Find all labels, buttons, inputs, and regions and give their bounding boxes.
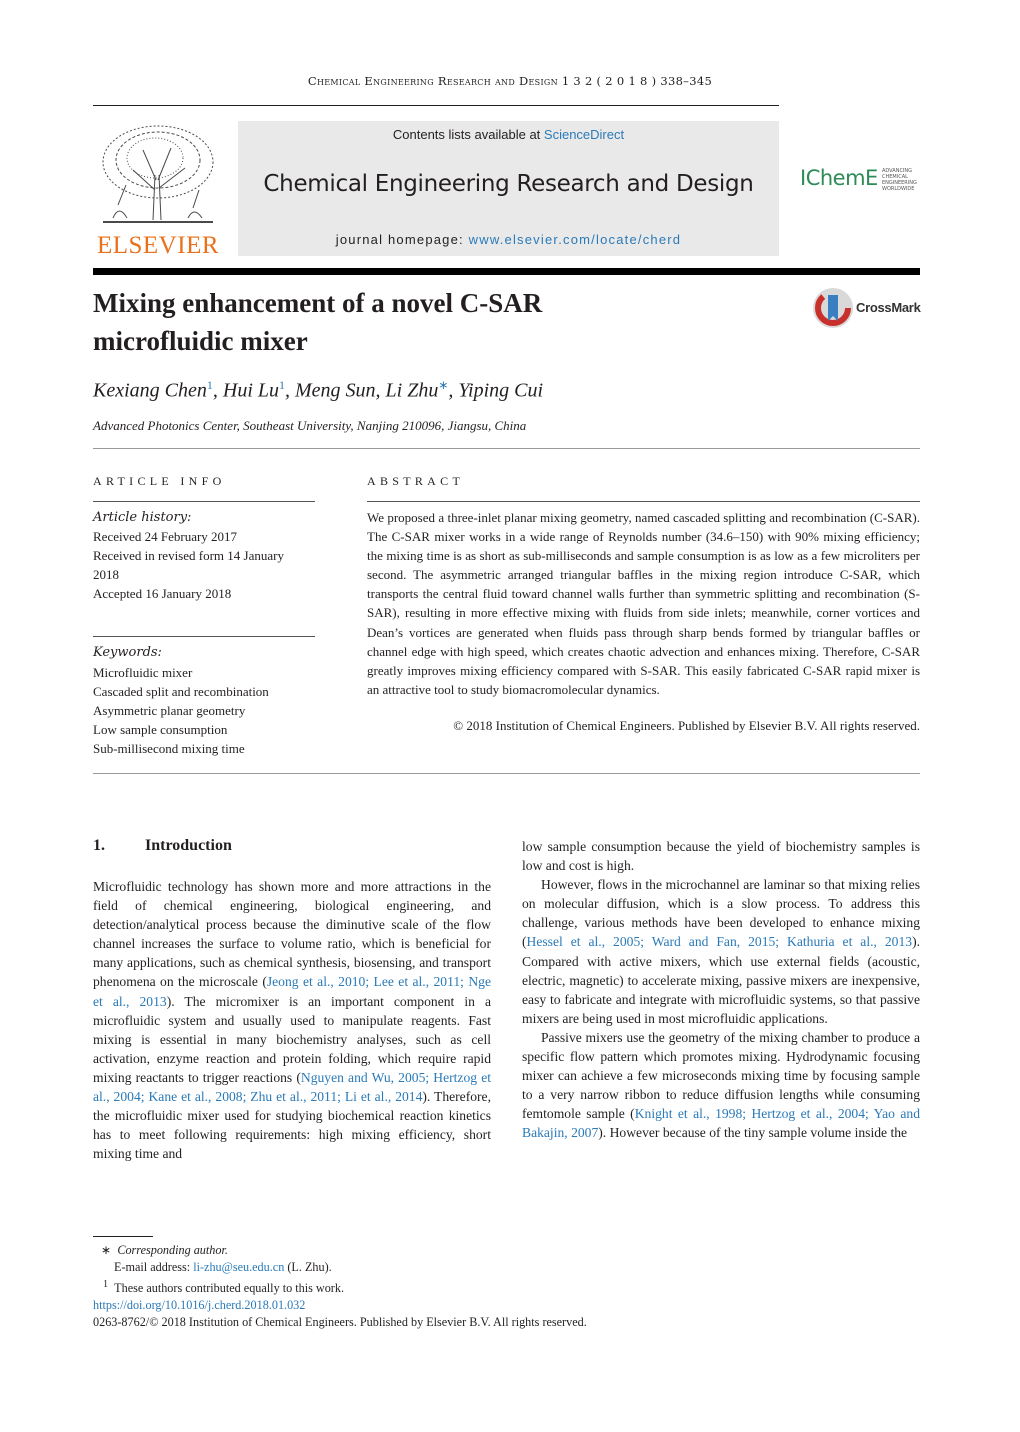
paragraph	[522, 1028, 920, 1143]
history-item: 2018	[93, 567, 119, 582]
running-header: Chemical Engineering Research and Design 1 3 2 ( 2 0 1 8 ) 338–345	[307, 74, 713, 88]
affiliation: Advanced Photonics Center, Southeast University, Nanjing 210096, Jiangsu, China	[93, 418, 527, 433]
section-title: Introduction	[145, 837, 232, 854]
email-link[interactable]: li-zhu@seu.edu.cn	[193, 1260, 285, 1274]
history-heading: Article history:	[93, 510, 192, 525]
elsevier-logo[interactable]	[93, 120, 223, 258]
author-separator: ,	[285, 379, 295, 402]
text-run: Microfluidic technology has shown more and more attractions in the field of chemical engineering, biological engineering, and detection/analytical process because the diminutive scale of the flow channel increases the surface to volume ratio, which is beneficial for many applications, such as chemical synthesis, biosensing, and transport phenomena on the microscale (	[93, 879, 491, 990]
keywords-heading: Keywords:	[93, 645, 162, 660]
elsevier-wordmark: ELSEVIER	[96, 232, 220, 259]
article-info-label: ARTICLE INFO	[93, 474, 226, 488]
author-separator: ,	[448, 379, 459, 402]
tagline-line: WORLDWIDE	[882, 186, 915, 192]
homepage-link[interactable]: www.elsevier.com/locate/cherd	[468, 232, 682, 247]
abstract-text: We proposed a three-inlet planar mixing geometry, named cascaded splitting and recombination (C-SAR). The C-SAR mixer works in a wide range of Reynolds number (34.6–150) with 90% mixing efficiency; the mixing time is as short as sub-milliseconds and sample consumption is as low as a few microliters per second. The asymmetric arranged triangular baffles in the mixing region introduce C-SAR, which transports the central fluid toward channel walls further than symmetric splitting and recombination (S-SAR), resulting in more effective mixing with fluids from side inlets; meanwhile, corner vortices and Dean’s vortices are generated when fluids pass through sharp bends formed by triangular baffles or channel edge with high speed, which creates chaotic advection and enhances mixing. Therefore, C-SAR greatly improves mixing efficiency compared with S-SAR. This easily fabricated C-SAR rapid mixer is an attractive tool to study biomacromolecular dynamics.	[367, 510, 920, 697]
paragraph: low sample consumption because the yield of biochemistry samples is low and cost is high.	[522, 839, 920, 874]
keywords-list	[93, 663, 323, 758]
author-separator: ,	[375, 379, 386, 402]
icheme-wordmark: IChemE	[800, 166, 878, 190]
footnote-text: These authors contributed equally to this work.	[114, 1281, 344, 1296]
citation-link[interactable]: Nguyen and Wu, 2005; Hertzog et al., 2004; Kane et al., 2008; Zhu et al., 2011; Li et al., 2014	[93, 1069, 492, 1105]
citation-link[interactable]: Jeong et al., 2010; Lee et al., 2011; Nge et al., 2013	[93, 974, 491, 1009]
abstract-label: ABSTRACT	[367, 474, 465, 488]
section-number: 1.	[93, 837, 105, 854]
journal-banner	[238, 121, 779, 256]
paragraph	[93, 877, 491, 1163]
keywords-rule	[93, 636, 315, 637]
author-name: Meng Sun	[295, 379, 376, 402]
footnote-mark: ∗	[101, 1243, 112, 1257]
header-rule	[93, 105, 779, 106]
text-run: ). Therefore, the microfluidic mixer used for studying biochemical reaction kinetics has to meet following requirements: high mixing efficiency, short mixing time and	[93, 1089, 491, 1162]
text-run: However, flows in the microchannel are laminar so that mixing relies on molecular diffusion, which is a slow process. To address this challenge, various methods have been developed to enhance mixing (	[522, 877, 920, 950]
text-run: ). However because of the tiny sample volume inside the	[598, 1125, 908, 1141]
author-name: Li Zhu	[385, 379, 439, 402]
sciencedirect-link[interactable]: ScienceDirect	[543, 127, 625, 142]
contents-prefix: Contents lists available at	[392, 127, 544, 142]
citation-link[interactable]: Hessel et al., 2005; Ward and Fan, 2015; Kathuria et al., 2013	[526, 934, 913, 950]
abstract-rule	[367, 501, 920, 502]
title-line: microfluidic mixer	[93, 326, 308, 356]
email-prefix: E-mail address:	[114, 1260, 194, 1274]
abstract-copyright: © 2018 Institution of Chemical Engineers. Published by Elsevier B.V. All rights reserved.	[453, 718, 920, 733]
history-item: Received in revised form 14 January	[93, 548, 284, 563]
icheme-logo[interactable]	[800, 166, 920, 196]
footnote-corresponding	[93, 1242, 920, 1259]
body-column-right	[522, 837, 920, 1143]
contents-line	[238, 127, 779, 142]
elsevier-tree-icon	[93, 120, 223, 228]
footnote-rule	[93, 1236, 153, 1237]
text-run: Passive mixers use the geometry of the mixing chamber to produce a specific flow pattern which promotes mixing. Hydrodynamic focusing mixer can achieve a few microseconds mixing time by focusing sample to a very narrow ribbon to reduce diffusion lengths while consuming femtomole sample (	[522, 1029, 920, 1122]
author-mark[interactable]: 1	[206, 378, 213, 392]
history-item: Accepted 16 January 2018	[93, 586, 232, 601]
author-name: Yiping Cui	[458, 379, 544, 402]
keyword-item: Microfluidic mixer	[93, 665, 193, 680]
tagline-line: ADVANCING	[882, 168, 913, 174]
footnote-text: Corresponding author.	[117, 1243, 228, 1257]
article-info-rule	[93, 501, 315, 502]
homepage-prefix: journal homepage:	[335, 232, 469, 247]
citation-link[interactable]: Knight et al., 1998; Hertzog et al., 2004; Yao and Bakajin, 2007	[522, 1106, 920, 1141]
affiliation-rule	[93, 448, 920, 449]
journal-title: Chemical Engineering Research and Design	[263, 171, 754, 197]
tagline-line: CHEMICAL	[882, 174, 908, 180]
keyword-item: Sub-millisecond mixing time	[93, 741, 245, 756]
footnote-email	[93, 1259, 920, 1276]
paragraph	[522, 875, 920, 1028]
keyword-item: Low sample consumption	[93, 722, 228, 737]
footnote-equal	[93, 1276, 920, 1297]
crossmark-label: CrossMark	[856, 300, 921, 315]
abstract-end-rule	[93, 773, 920, 774]
tagline-line: ENGINEERING	[882, 180, 917, 186]
author-name: Kexiang Chen	[93, 379, 207, 402]
homepage-line	[238, 232, 779, 247]
section-heading	[93, 837, 232, 855]
text-run: ). Compared with active mixers, which use external fields (acoustic, electric, magnetic) to accelerate mixing, passive mixers are inexpensive, easy to fabricate and integrate with microfluidic systems, so that passive mixers are being used in most microfluidic applications.	[522, 934, 920, 1026]
author-mark[interactable]: 1	[279, 378, 285, 392]
author-name: Hui Lu	[222, 379, 279, 402]
history-list	[93, 527, 323, 603]
issn-line: 0263-8762/© 2018 Institution of Chemical Engineers. Published by Elsevier B.V. All rights reserved.	[93, 1315, 587, 1330]
author-separator: ,	[212, 379, 223, 402]
doi-link[interactable]: https://doi.org/10.1016/j.cherd.2018.01.032	[93, 1298, 306, 1313]
text-run: ). The micromixer is an important component in a microfluidic system and usually used to manipulate reagents. Fast mixing is essential in many biochemistry analyses, such as cell activation, enzyme reaction and protein folding, which require rapid mixing reactants to trigger reactions (	[93, 993, 491, 1085]
footnote-mark: 1	[103, 1279, 109, 1290]
article-title	[93, 284, 733, 360]
email-suffix: (L. Zhu).	[284, 1260, 332, 1274]
icheme-tagline	[882, 168, 917, 192]
footnotes	[93, 1242, 920, 1331]
title-line: Mixing enhancement of a novel C-SAR	[93, 288, 543, 318]
keyword-item: Cascaded split and recombination	[93, 684, 269, 699]
author-mark[interactable]: ∗	[438, 378, 449, 392]
crossmark-badge[interactable]	[812, 287, 922, 329]
doi-line	[93, 1297, 920, 1314]
body-column-left	[93, 877, 491, 1163]
history-item: Received 24 February 2017	[93, 529, 238, 544]
banner-thick-rule	[93, 268, 920, 275]
crossmark-icon	[812, 287, 854, 329]
author-list	[93, 378, 543, 403]
keyword-item: Asymmetric planar geometry	[93, 703, 246, 718]
